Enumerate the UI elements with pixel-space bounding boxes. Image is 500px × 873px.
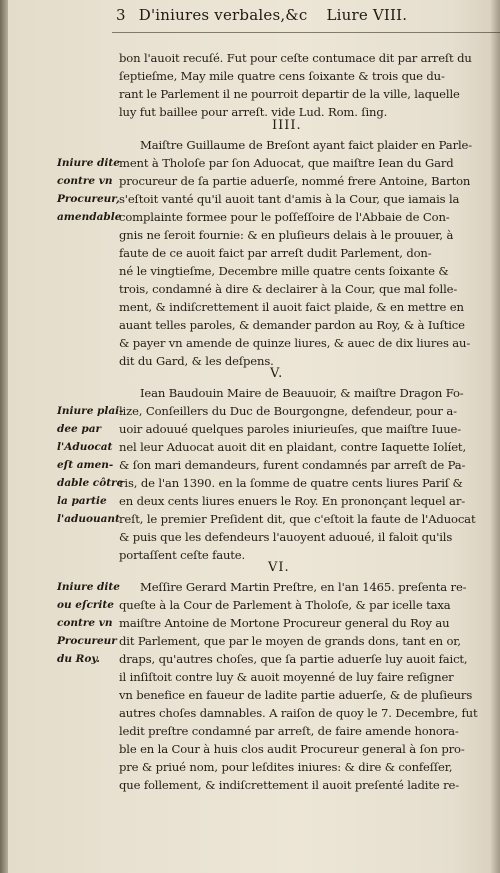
text-line: en deux cents liures enuers le Roy. En prononçant lequel ar- [119,494,465,508]
text-line: portaſſent ceſte faute. [119,548,246,562]
text-line: que follement, & indiſcrettement il auoit preſenté ladite re- [119,778,459,792]
text-line: ment à Tholoſe par ſon Aduocat, que maiſtre Iean du Gard [119,156,454,170]
margin-note: ou eſcrite [57,599,114,611]
section-heading: V. [270,366,284,381]
margin-note: Iniure dite [57,581,120,593]
text-line: draps, qu'autres choſes, que ſa partie aduerſe luy auoit faict, [119,652,468,666]
text-line: Meſſire Gerard Martin Preſtre, en l'an 1465. preſenta re- [140,580,467,594]
page-number: 3 [116,6,126,24]
running-header [116,6,500,28]
margin-note: l'Aduocat [57,441,113,453]
text-line: nel leur Aduocat auoit dit en plaidant, contre Iaquette Iolíet, [119,440,466,454]
margin-note: contre vn [57,617,113,629]
text-line: lize, Conſeillers du Duc de Bourgongne, defendeur, pour a- [119,404,457,418]
book-spine-shadow [0,0,8,873]
text-line: ledit preſtre condamné par arreſt, de faire amende honora- [119,724,459,738]
text-line: rant le Parlement il ne pourroit departir de la ville, laquelle [119,87,460,101]
text-line: bon l'auoit recuſé. Fut pour ceſte contumace dit par arreſt du [119,51,472,65]
text-line: maiſtre Antoine de Mortone Procureur general du Roy au [119,616,450,630]
text-line: queſte à la Cour de Parlement à Tholoſe, & par icelle taxa [119,598,451,612]
book-label: Liure VIII. [326,6,408,24]
text-line: ble en la Cour à huis clos audit Procureur general à ſon pro- [119,742,465,756]
margin-note: amendable [57,211,122,223]
text-line: faute de ce auoit faict par arreſt dudit Parlement, don- [119,246,432,260]
text-line: reſt, le premier Preſident dit, que c'eſtoit la faute de l'Aduocat [119,512,476,526]
text-line: luy fut baillee pour arreſt. vide Lud. Rom. ſing. [119,105,388,119]
text-line: s'eſtoit vanté qu'il auoit tant d'amis à la Cour, que iamais la [119,192,460,206]
text-line: trois, condamné à dire & declairer à la Cour, que mal folle- [119,282,458,296]
text-line: Maiſtre Guillaume de Breſont ayant faict plaider en Parle- [140,138,473,152]
margin-note: dee par [57,423,102,435]
margin-note: Procureur [57,635,117,647]
text-line: uoir adouué quelques paroles iniurieuſes, que maiſtre Iuue- [119,422,462,436]
margin-note: du Roy. [57,653,100,665]
text-line: autres choſes damnables. A raiſon de quoy le 7. Decembre, fut [119,706,478,720]
text-line: & payer vn amende de quinze liures, & auec de dix liures au- [119,336,471,350]
text-line: ment, & indiſcrettement il auoit faict plaide, & en mettre en [119,300,464,314]
text-line: complainte formee pour le poſſeſſoire de l'Abbaie de Con- [119,210,450,224]
text-line: vn benefice en faueur de ladite partie aduerſe, & de pluſieurs [119,688,473,702]
section-heading: VI. [268,560,290,575]
margin-note: Iniure plai- [57,405,124,417]
margin-note: l'aduouant [57,513,120,525]
text-line: dit Parlement, que par le moyen de grands dons, tant en or, [119,634,461,648]
text-line: & ſon mari demandeurs, furent condamnés par arreſt de Pa- [119,458,466,472]
margin-note: Iniure dite [57,157,120,169]
running-title: D'iniures verbales,&c [138,6,308,24]
section-heading: IIII. [272,118,302,133]
text-line: né le vingtieſme, Decembre mille quatre cents ſoixante & [119,264,449,278]
margin-note: contre vn [57,175,113,187]
margin-note: dable côtre [57,477,124,489]
text-line: Iean Baudouin Maire de Beauuoir, & maiſtre Dragon Fo- [140,386,464,400]
margin-note: eſt amen- [57,459,114,471]
margin-note: Procureur, [57,193,120,205]
text-line: ris, de l'an 1390. en la ſomme de quatre cents liures Pariſ & [119,476,463,490]
text-line: gnis ne ſeroit fournie: & en pluſieurs delais à le prouuer, à [119,228,454,242]
margin-note: la partie [57,495,107,507]
text-line: dit du Gard, & les deſpens. [119,354,274,368]
text-line: pre & priué nom, pour leſdites iniures: & dire & confeſſer, [119,760,453,774]
text-line: il inſiſtoit contre luy & auoit moyenné de luy faire reſigner [119,670,454,684]
text-line: procureur de ſa partie aduerſe, nommé frere Antoine, Barton [119,174,471,188]
text-line: ſeptieſme, May mile quatre cens ſoixante & trois que du- [119,69,445,83]
text-line: & puis que les defendeurs l'auoyent aduoué, il faloit qu'ils [119,530,453,544]
header-rule [112,32,500,33]
text-line: auant telles paroles, & demander pardon au Roy, & à Iuſtice [119,318,465,332]
